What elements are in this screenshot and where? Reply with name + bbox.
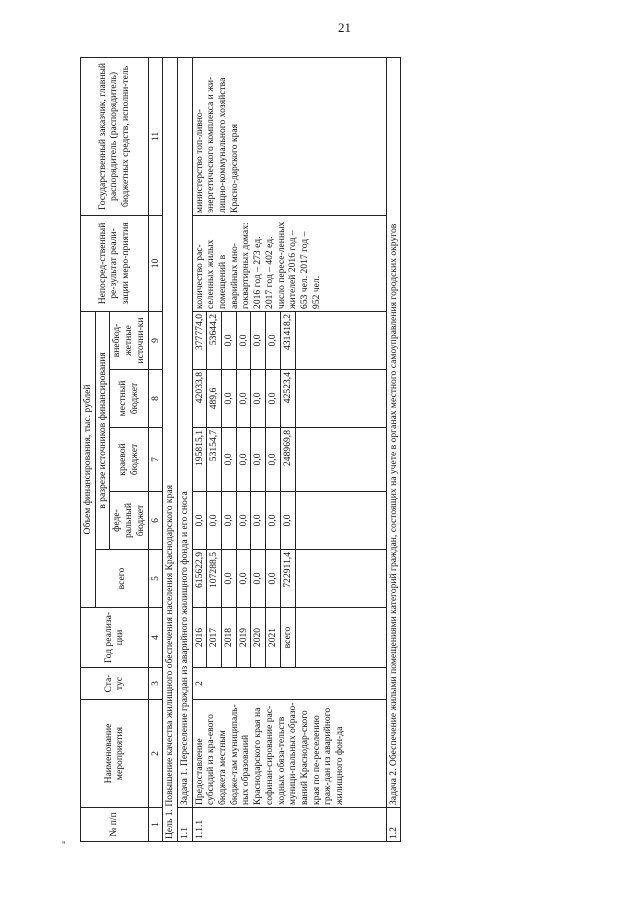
total-cell: 0,0 bbox=[222, 550, 237, 608]
regional-cell: 0,0 bbox=[266, 428, 281, 492]
item-result: количество рас-селенных жилых помещений в аварийных мно-гоквартирных домах: 2016 год – 273 ед. 2017 год – 402 ед. число пересе-ленных жителей 2016 год – 653 чел. 2017 год – 952 чел. bbox=[192, 215, 386, 311]
column-numbers-row bbox=[148, 57, 163, 841]
federal-cell: 0,0 bbox=[207, 492, 222, 550]
regional-cell: 53154,7 bbox=[207, 428, 222, 492]
year-cell: 2016 bbox=[192, 608, 207, 668]
header-finance-group: Объем финансирования, тыс. рублей bbox=[81, 311, 96, 607]
total-cell: 107288,5 bbox=[207, 550, 222, 608]
rotated-table-wrapper bbox=[80, 58, 498, 842]
year-cell: всего bbox=[280, 608, 295, 668]
spacer-cell bbox=[295, 428, 386, 492]
spacer-cell bbox=[295, 608, 386, 668]
year-cell: 2017 bbox=[207, 608, 222, 668]
col-number: 7 bbox=[148, 428, 163, 492]
local-cell: 0,0 bbox=[236, 370, 251, 428]
extra-cell: 53644,2 bbox=[207, 311, 222, 369]
task2-row bbox=[386, 57, 401, 841]
local-cell: 0,0 bbox=[266, 370, 281, 428]
header-year: Год реализа-ции bbox=[81, 608, 149, 668]
total-cell: 722911,4 bbox=[280, 550, 295, 608]
federal-cell: 0,0 bbox=[236, 492, 251, 550]
extra-cell: 0,0 bbox=[236, 311, 251, 369]
federal-cell: 0,0 bbox=[251, 492, 266, 550]
task1-row bbox=[177, 57, 192, 841]
col-number: 8 bbox=[148, 370, 163, 428]
header-total: всего bbox=[95, 550, 148, 608]
year-cell: 2018 bbox=[222, 608, 237, 668]
table-row bbox=[192, 57, 207, 841]
header-row-1 bbox=[81, 57, 96, 841]
extra-cell: 0,0 bbox=[266, 311, 281, 369]
total-cell: 0,0 bbox=[236, 550, 251, 608]
extra-cell: 377774,0 bbox=[192, 311, 207, 369]
header-local: местный бюджет bbox=[110, 370, 148, 428]
year-cell: 2020 bbox=[251, 608, 266, 668]
col-number: 6 bbox=[148, 492, 163, 550]
federal-cell: 0,0 bbox=[222, 492, 237, 550]
page-number: 21 bbox=[338, 20, 351, 35]
header-extrabudget: внебюд-жетные источни-ки bbox=[110, 311, 148, 369]
local-cell: 0,0 bbox=[251, 370, 266, 428]
regional-cell: 248969,8 bbox=[280, 428, 295, 492]
task2-text: Задача 2. Обеспечение жилыми помещениями категорий граждан, состоящих на учете в органах местного самоуправления городских округов bbox=[386, 57, 401, 807]
regional-cell: 0,0 bbox=[251, 428, 266, 492]
col-number: 5 bbox=[148, 550, 163, 608]
federal-cell: 0,0 bbox=[280, 492, 295, 550]
extra-cell: 0,0 bbox=[251, 311, 266, 369]
extra-cell: 431418,2 bbox=[280, 311, 295, 369]
col-number: 4 bbox=[148, 608, 163, 668]
total-cell: 0,0 bbox=[266, 550, 281, 608]
local-cell: 42523,4 bbox=[280, 370, 295, 428]
col-number: 3 bbox=[148, 668, 163, 700]
local-cell: 0,0 bbox=[222, 370, 237, 428]
year-cell: 2019 bbox=[236, 608, 251, 668]
goal-row bbox=[163, 57, 178, 841]
col-number: 9 bbox=[148, 311, 163, 369]
col-number: 10 bbox=[148, 215, 163, 311]
header-name: Наименование мероприятия bbox=[81, 700, 149, 808]
item-customer: министерство топ-ливно-энергетического комплекса и жи-лищно-коммунального хозяйства Красно-дарского края bbox=[192, 57, 386, 215]
header-customer: Государственный заказчик, главный распорядитель (распорядитель) бюджетных средств, исполни-тель bbox=[81, 57, 149, 215]
item-status: 2 bbox=[192, 668, 386, 700]
total-cell: 0,0 bbox=[251, 550, 266, 608]
year-cell: 2021 bbox=[266, 608, 281, 668]
item-num: 1.1.1 bbox=[192, 808, 386, 842]
spacer-cell bbox=[295, 550, 386, 608]
item-name: Предоставление субсидий из кра-евого бюджета местным бюдже-там муниципаль-ных образований Краснодарского края на софинан-сирование рас-ходных обяза-тельств муници-пальных образо-ваний Краснодар-ского края по пе-реселению граж-дан из аварийного жилищного фон-да bbox=[192, 700, 386, 808]
col-number: 1 bbox=[148, 808, 163, 842]
task1-num: 1.1 bbox=[177, 808, 192, 842]
total-cell: 615622,9 bbox=[192, 550, 207, 608]
page-mark: " bbox=[62, 840, 66, 850]
header-num: № п/п bbox=[81, 808, 149, 842]
program-table bbox=[80, 57, 401, 842]
extra-cell: 0,0 bbox=[222, 311, 237, 369]
header-result: Непосред-ственный ре-зультат реали-зации меро-приятия bbox=[81, 215, 149, 311]
task2-num: 1.2 bbox=[386, 808, 401, 842]
regional-cell: 0,0 bbox=[236, 428, 251, 492]
col-number: 11 bbox=[148, 57, 163, 215]
spacer-cell bbox=[295, 492, 386, 550]
regional-cell: 0,0 bbox=[222, 428, 237, 492]
col-number: 2 bbox=[148, 700, 163, 808]
federal-cell: 0,0 bbox=[266, 492, 281, 550]
regional-cell: 195815,1 bbox=[192, 428, 207, 492]
spacer-cell bbox=[295, 370, 386, 428]
header-status: Ста-тус bbox=[81, 668, 149, 700]
federal-cell: 0,0 bbox=[192, 492, 207, 550]
spacer-cell bbox=[295, 311, 386, 369]
local-cell: 489,6 bbox=[207, 370, 222, 428]
local-cell: 42033,8 bbox=[192, 370, 207, 428]
task1-text: Задача 1. Переселение граждан из аварийного жилищного фонда и его сноса bbox=[177, 57, 192, 807]
header-regional: краевой бюджет bbox=[110, 428, 148, 492]
goal-text: Цель 1. Повышение качества жилищного обеспечения населения Краснодарского края bbox=[163, 57, 178, 841]
header-federal: феде-ральный бюджет bbox=[110, 492, 148, 550]
header-sources-group: в разрезе источников финансирования bbox=[95, 311, 110, 549]
